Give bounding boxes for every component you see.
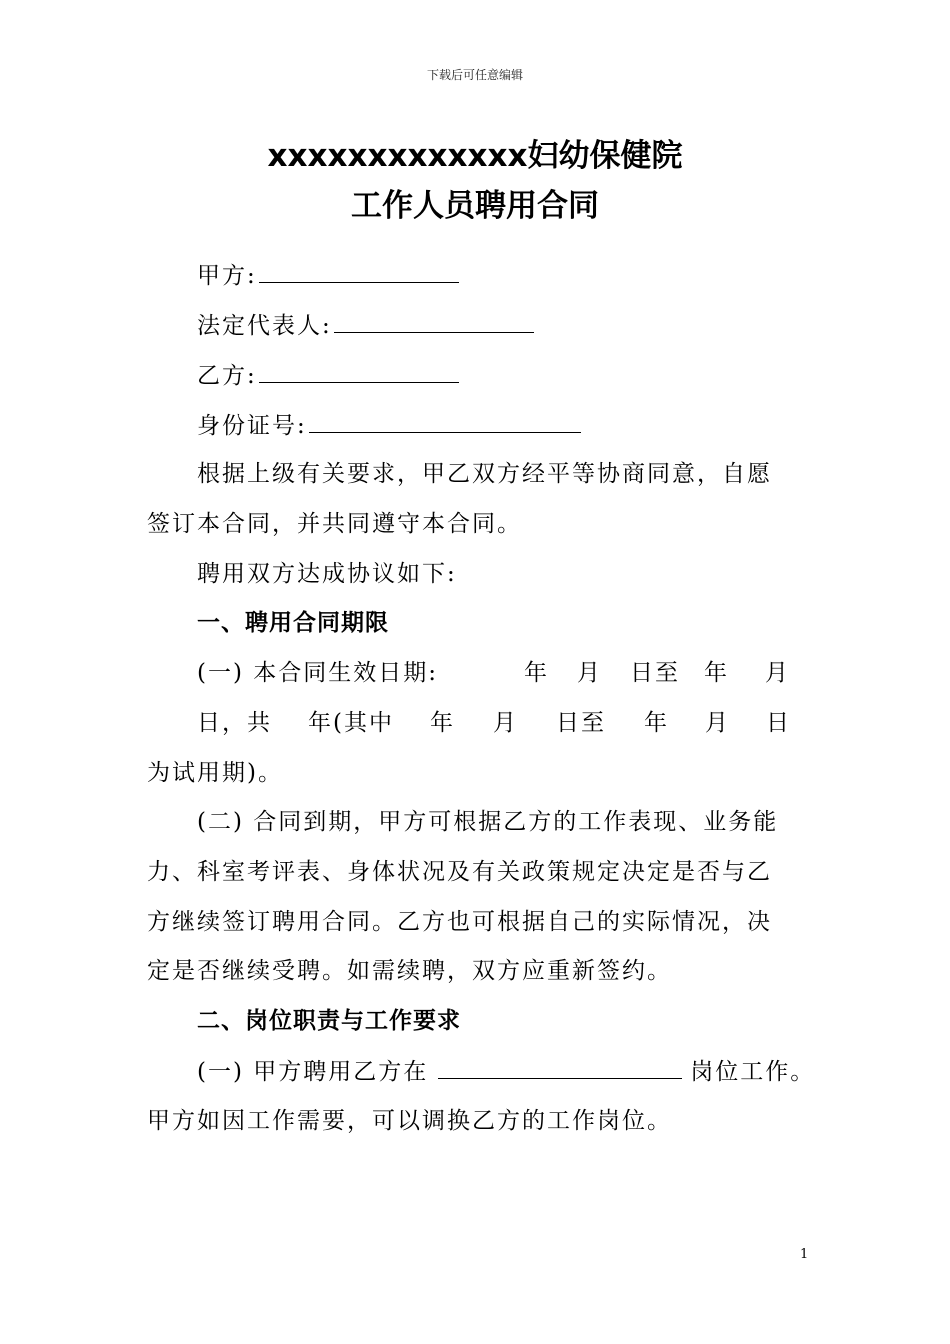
s2-p1-prefix: (一) 甲方聘用乙方在 <box>197 1059 429 1085</box>
s2-p1-suffix: 岗位工作。 <box>690 1059 816 1085</box>
party-b-row <box>197 360 459 391</box>
page-number: 1 <box>800 1247 809 1262</box>
s1-p1-month2: 月 <box>765 660 791 686</box>
party-a-row <box>197 260 459 291</box>
header-note: 下载后可任意编辑 <box>426 68 523 82</box>
s1-p1-total-years: 年(其中 <box>308 710 394 736</box>
id-number-label: 身份证号: <box>197 413 307 439</box>
s1-p1-line1 <box>197 658 790 688</box>
s2-p1-line1 <box>197 1056 815 1087</box>
s1-p1-day3: 日至 <box>555 710 606 736</box>
s1-p1-prefix: (一) 本合同生效日期: <box>197 660 439 686</box>
s1-p1-month4: 月 <box>704 710 730 736</box>
id-number-row <box>197 410 581 441</box>
s2-p1-line2: 甲方如因工作需要，可以调换乙方的工作岗位。 <box>147 1108 672 1134</box>
intro-line2: 签订本合同，并共同遵守本合同。 <box>147 511 522 537</box>
s1-p1-day4: 日 <box>765 710 791 736</box>
intro-line1: 根据上级有关要求，甲乙双方经平等协商同意，自愿 <box>197 461 772 487</box>
section1-heading: 一、聘用合同期限 <box>197 610 389 636</box>
party-b-label: 乙方: <box>197 363 257 389</box>
post-blank <box>438 1056 682 1079</box>
s1-p1-year4: 年 <box>643 710 669 736</box>
legal-rep-label: 法定代表人: <box>197 313 332 339</box>
document-title-line1: xxxxxxxxxxxxx妇幼保健院 <box>267 138 683 174</box>
s1-p2-line3: 方继续签订聘用合同。乙方也可根据自己的实际情况，决 <box>147 909 772 935</box>
agreement-intro: 聘用双方达成协议如下: <box>197 561 457 587</box>
s1-p2-line4: 定是否继续受聘。如需续聘，双方应重新签约。 <box>147 958 672 984</box>
document-title-line2: 工作人员聘用合同 <box>351 188 599 224</box>
s1-p2-line1: (二) 合同到期，甲方可根据乙方的工作表现、业务能 <box>197 809 779 835</box>
section2-heading: 二、岗位职责与工作要求 <box>197 1008 461 1034</box>
s1-p2-line2: 力、科室考评表、身体状况及有关政策规定决定是否与乙 <box>147 859 772 885</box>
s1-p1-year3: 年 <box>429 710 455 736</box>
s1-p1-month3: 月 <box>492 710 518 736</box>
s1-p1-month1: 月 <box>577 660 603 686</box>
party-b-blank <box>259 360 459 383</box>
s1-p1-year2: 年 <box>704 660 730 686</box>
s1-p1-day1: 日至 <box>630 660 681 686</box>
id-number-blank <box>309 410 581 433</box>
s1-p1-day2: 日，共 <box>197 710 272 736</box>
legal-rep-row <box>197 310 534 341</box>
party-a-blank <box>259 260 459 283</box>
s1-p1-line2 <box>197 708 791 738</box>
legal-rep-blank <box>334 310 534 333</box>
s1-p1-line3: 为试用期)。 <box>147 760 283 786</box>
party-a-label: 甲方: <box>197 263 257 289</box>
s1-p1-year1: 年 <box>524 660 550 686</box>
